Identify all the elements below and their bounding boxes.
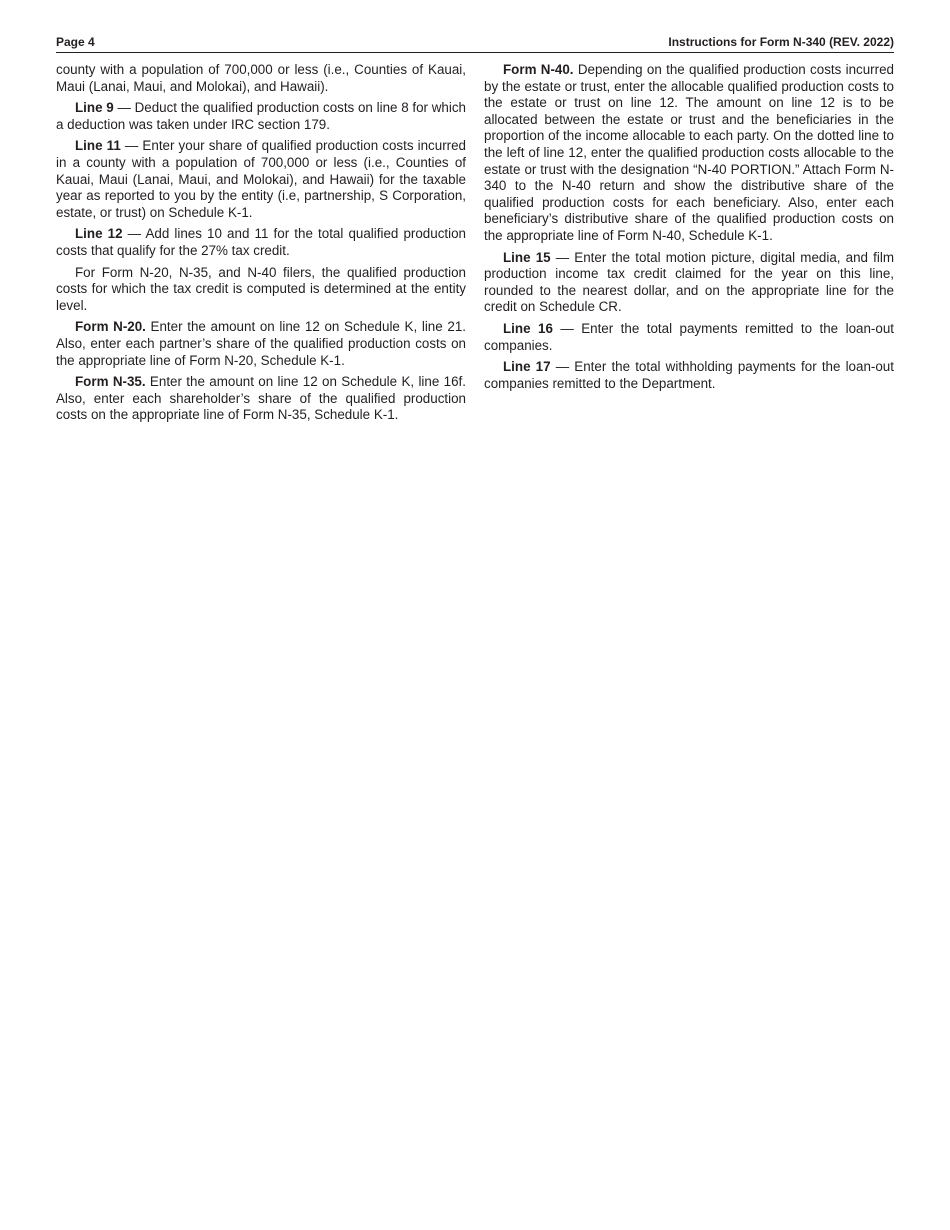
paragraph-county-continuation: county with a population of 700,000 or less (i.e., Counties of Kauai, Maui (Lanai, Maui, and Molokai), and Hawaii). (56, 62, 466, 94)
right-column (484, 62, 894, 397)
line-9-label: Line 9 (75, 100, 114, 116)
line-11-label: Line 11 (75, 138, 121, 154)
line-15-label: Line 15 (503, 249, 551, 265)
paragraph-form-n40: Form N-40. Depending on the qualified production costs incurred by the estate or trust, enter the allocable qualified production costs to the estate or trust on line 12. The amount on line 12 is to be allocated between the estate or trust and the beneficiaries in the proportion of the income allocable to each party. On the dotted line to the left of line 12, enter the qualified production costs allocable to the estate or trust with the designation “N-40 PORTION.” Attach Form N-340 to the N-40 return and show the distributive share of the qualified production costs for each beneficiary. Also, enter each beneficiary’s distributive share of the qualified production costs on the appropriate line of Form N-40, Schedule K-1. (484, 62, 894, 243)
form-n35-label: Form N-35. (75, 374, 146, 390)
line-17-label: Line 17 (503, 359, 551, 375)
form-n40-label: Form N-40. (503, 62, 574, 77)
line-16-label: Line 16 (503, 320, 553, 336)
paragraph-line-11: Line 11 — Enter your share of qualified production costs incurred in a county with a population of 700,000 or less (i.e., Counties of Kauai, Maui (Lanai, Maui, and Molokai), and Hawaii) for the taxable year as reported to you by the entity (i.e, partnership, S Corporation, estate, or trust) on Schedule K-1. (56, 138, 467, 220)
paragraph-line-12: Line 12 — Add lines 10 and 11 for the total qualified production costs that qualify for the 27% tax credit. (56, 226, 466, 258)
paragraph-filers-note: For Form N-20, N-35, and N-40 filers, the qualified production costs for which the tax credit is computed is determined at the entity level. (56, 264, 466, 313)
paragraph-line-15: Line 15 — Enter the total motion picture, digital media, and film production income tax credit claimed for the year on this line, rounded to the nearest dollar, and on the appropriate line for the credit on Schedule CR. (484, 249, 894, 315)
form-n20-label: Form N-20. (75, 319, 146, 335)
line-12-label: Line 12 (75, 226, 123, 242)
page-header (56, 34, 894, 53)
paragraph-line-17: Line 17 — Enter the total withholding payments for the loan-out companies remitted to the Department. (484, 359, 894, 391)
page-number: Page 4 (56, 35, 95, 49)
form-title: Instructions for Form N-340 (REV. 2022) (668, 35, 894, 49)
paragraph-line-9: Line 9 — Deduct the qualified production costs on line 8 for which a deduction was taken under IRC section 179. (56, 100, 466, 132)
paragraph-form-n20: Form N-20. Enter the amount on line 12 on Schedule K, line 21. Also, enter each partner’s share of the qualified production costs on the appropriate line of Form N-20, Schedule K-1. (56, 319, 466, 368)
paragraph-form-n35: Form N-35. Enter the amount on line 12 on Schedule K, line 16f. Also, enter each shareholder’s share of the qualified production costs on the appropriate line of Form N-35, Schedule K-1. (56, 374, 466, 423)
left-column (56, 62, 466, 429)
paragraph-line-16: Line 16 — Enter the total payments remitted to the loan-out companies. (484, 320, 894, 353)
